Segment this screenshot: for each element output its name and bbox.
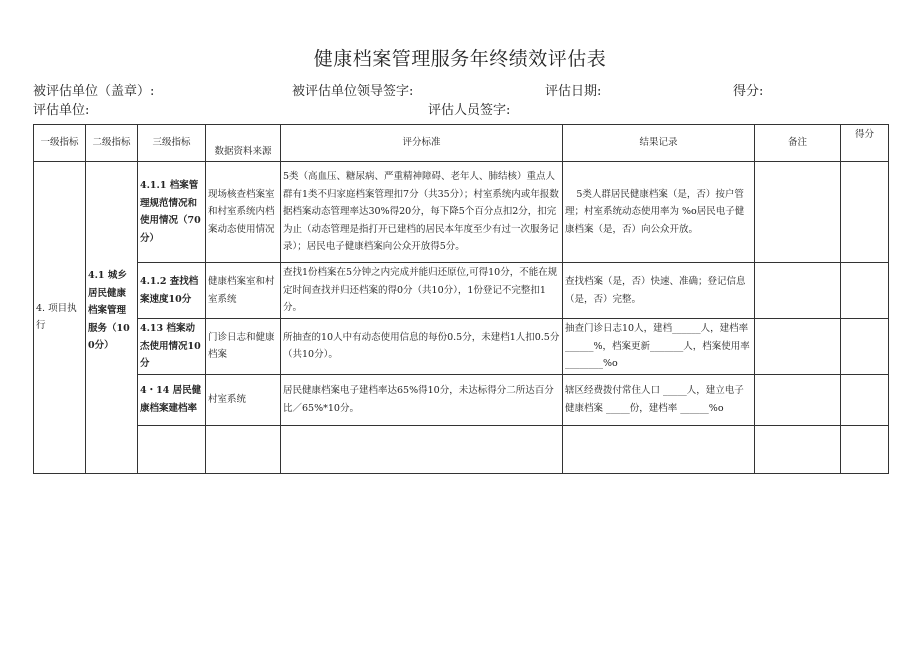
remarks-cell xyxy=(755,162,841,263)
evaluating-unit-label: 评估单位: xyxy=(33,103,90,118)
evaluation-date-label: 评估日期: xyxy=(545,84,602,99)
evaluator-signature-label: 评估人员签字: xyxy=(428,103,511,118)
table-row xyxy=(34,319,889,375)
criteria-cell: 居民健康档案电子建档率达65%得10分，未达标得分二所达百分比／65%*10分。 xyxy=(281,374,563,425)
col-header-remarks: 备注 xyxy=(755,125,841,162)
col-header-level2: 二级指标 xyxy=(86,125,138,162)
result-cell: 5类人群居民健康档案（是，否）按户管理；村室系统动态使用率为 %o居民电子健康档案（是，否）向公众开放。 xyxy=(563,162,755,263)
level3-cell: 4.1.1 档案管理规范情况和使用情况（70分） xyxy=(138,162,206,263)
source-cell xyxy=(206,425,281,473)
evaluated-unit-seal-label: 被评估单位（盖章）: xyxy=(33,84,155,99)
result-cell: 查找档案（是，否）快速、准确；登记信息（是，否）完整。 xyxy=(563,263,755,319)
level3-cell: 4.13 档案动杰使用情况10分 xyxy=(138,319,206,375)
col-header-level1: 一级指标 xyxy=(34,125,86,162)
col-header-level3: 三级指标 xyxy=(138,125,206,162)
criteria-cell: 5类（高血压、糖尿病、严重精神障碍、老年人、肺结核）重点人群有1类不归家庭档案管理扣7分（共35分）；村室系统内或年报数据档案动态管理率达30%得20分，每下降5个百分点扣2分，扣完为止（动态管理是指打开已建档的居民本年度至少有过一次服务记录）；居民电子健康档案向公众开放得5分。 xyxy=(281,162,563,263)
result-cell: 抽查门诊日志10人，建档______人，建档率______%，档案更新_______人，档案使用率 ________%o xyxy=(563,319,755,375)
page-title: 健康档案管理服务年终绩效评估表 xyxy=(313,48,607,70)
result-cell xyxy=(563,425,755,473)
score-cell xyxy=(841,319,889,375)
criteria-cell xyxy=(281,425,563,473)
col-header-data-source: 数据资料来源 xyxy=(206,125,281,162)
level3-cell: 4.1.2 查找档案速度10分 xyxy=(138,263,206,319)
remarks-cell xyxy=(755,263,841,319)
col-header-score: 得分 xyxy=(841,125,889,162)
table-row xyxy=(34,263,889,319)
criteria-cell: 所抽查的10人中有动态使用信息的每份0.5分，未建档1人扣0.5分（共10分）。 xyxy=(281,319,563,375)
result-cell: 辖区经费拨付常住人口 _____人，建立电子健康档案 _____份，建档率 ______%o xyxy=(563,374,755,425)
level2-cell: 4.1 城乡居民健康档案管理服务（100分） xyxy=(86,162,138,474)
source-cell: 健康档案室和村室系统 xyxy=(206,263,281,319)
score-cell xyxy=(841,263,889,319)
remarks-cell xyxy=(755,425,841,473)
source-cell: 门诊日志和健康档案 xyxy=(206,319,281,375)
source-cell: 村室系统 xyxy=(206,374,281,425)
level3-cell xyxy=(138,425,206,473)
table-header-row xyxy=(34,125,889,162)
remarks-cell xyxy=(755,374,841,425)
col-header-criteria: 评分标准 xyxy=(281,125,563,162)
score-cell xyxy=(841,374,889,425)
table-row-empty xyxy=(34,425,889,473)
unit-leader-signature-label: 被评估单位领导签字: xyxy=(292,84,414,99)
score-cell xyxy=(841,162,889,263)
criteria-cell: 查找1份档案在5分钟之内完成并能归还原位,可得10分，不能在规定时间查找并归还档案的得0分（共10分），1份登记不完整扣1分。 xyxy=(281,263,563,319)
table-row xyxy=(34,162,889,263)
level3-cell: 4・14 居民健康档案建档率 xyxy=(138,374,206,425)
col-header-result: 结果记录 xyxy=(563,125,755,162)
score-label: 得分: xyxy=(733,84,764,99)
source-cell: 现场核查档案室和村室系统内档案动态使用情况 xyxy=(206,162,281,263)
table-row xyxy=(34,374,889,425)
score-cell xyxy=(841,425,889,473)
evaluation-table xyxy=(33,124,889,474)
level1-cell: 4. 项目执行 xyxy=(34,162,86,474)
remarks-cell xyxy=(755,319,841,375)
